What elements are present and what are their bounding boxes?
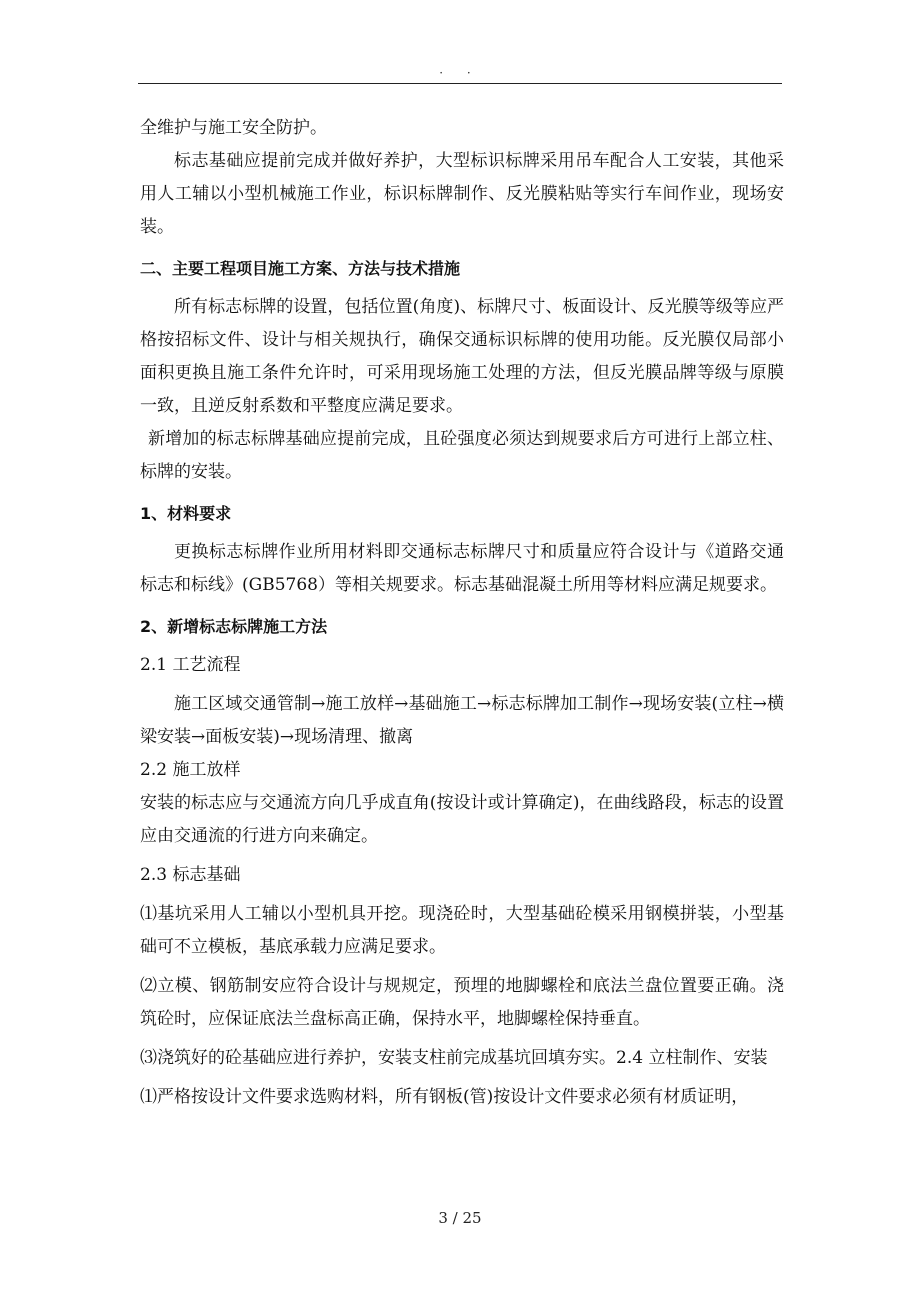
page-number: 3 / 25 [438, 1209, 482, 1227]
paragraph: 安装的标志应与交通流方向几乎成直角(按设计或计算确定)，在曲线路段，标志的设置应由交通流的行进方向来确定。 [140, 793, 784, 846]
paragraph: ⑴基坑采用人工辅以小型机具开挖。现浇砼时，大型基础砼模采用钢模拼装，小型基础可不立模板，基底承载力应满足要求。 [140, 904, 784, 957]
subsection-heading: 2.3 标志基础 [140, 865, 241, 885]
section-heading: 1、材料要求 [140, 504, 232, 523]
paragraph: ⑵立模、钢筋制安应符合设计与规规定，预埋的地脚螺栓和底法兰盘位置要正确。浇筑砼时，应保证底法兰盘标高正确，保持水平，地脚螺栓保持垂直。 [140, 976, 784, 1029]
paragraph: 施工区域交通管制→施工放样→基础施工→标志标牌加工制作→现场安装(立柱→横梁安装→面板安装)→现场清理、撤离 [140, 694, 784, 747]
paragraph: 更换标志标牌作业所用材料即交通标志标牌尺寸和质量应符合设计与《道路交通标志和标线》(GB5768）等相关规要求。标志基础混凝土所用等材料应满足规要求。 [140, 542, 784, 595]
paragraph: ⑴严格按设计文件要求选购材料，所有钢板(管)按设计文件要求必须有材质证明， [140, 1087, 749, 1107]
document-body [140, 112, 784, 1114]
header-dots: · · [439, 66, 481, 80]
paragraph: 新增加的标志标牌基础应提前完成，且砼强度必须达到规要求后方可进行上部立柱、标牌的安装。 [140, 429, 784, 482]
paragraph: 标志基础应提前完成并做好养护，大型标识标牌采用吊车配合人工安装，其他采用人工辅以小型机械施工作业，标识标牌制作、反光膜粘贴等实行车间作业，现场安装。 [140, 151, 784, 237]
subsection-heading: 2.2 施工放样 [140, 760, 241, 780]
paragraph: ⑶浇筑好的砼基础应进行养护，安装支柱前完成基坑回填夯实。2.4 立柱制作、安装 [140, 1048, 768, 1068]
header-rule [138, 83, 782, 84]
paragraph: 全维护与施工安全防护。 [140, 118, 327, 138]
paragraph: 所有标志标牌的设置，包括位置(角度)、标牌尺寸、板面设计、反光膜等级等应严格按招标文件、设计与相关规执行，确保交通标识标牌的使用功能。反光膜仅局部小面积更换且施工条件允许时，可采用现场施工处理的方法，但反光膜品牌等级与原膜一致，且逆反射系数和平整度应满足要求。 [140, 297, 784, 416]
subsection-heading: 2.1 工艺流程 [140, 655, 241, 675]
section-heading: 2、新增标志标牌施工方法 [140, 617, 328, 636]
section-heading: 二、主要工程项目施工方案、方法与技术措施 [140, 259, 461, 278]
